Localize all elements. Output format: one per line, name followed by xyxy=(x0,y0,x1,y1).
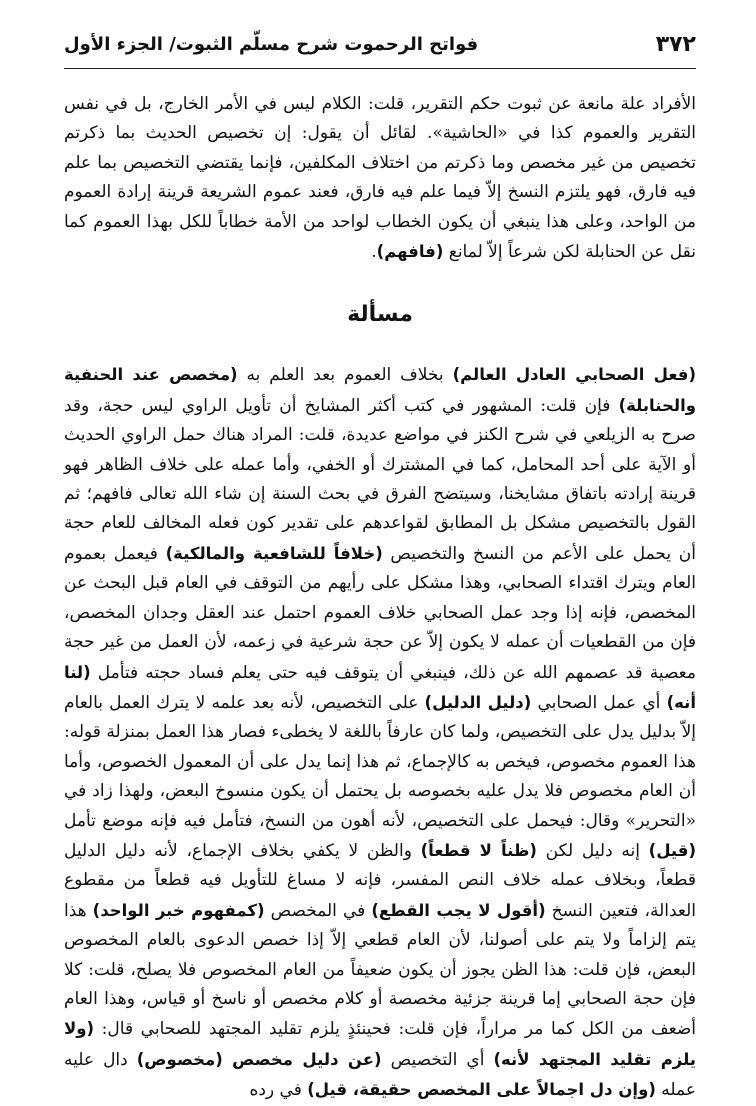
header-rule xyxy=(64,68,696,69)
matn-text: (دليل الدليل) xyxy=(424,692,532,712)
matn-text: (ظناً لا قطعاً) xyxy=(420,840,537,860)
paragraph-issue xyxy=(64,360,696,1105)
sharh-text: في المخصص xyxy=(264,900,372,921)
sharh-text: أي عمل الصحابي xyxy=(531,692,667,713)
sharh-text: . xyxy=(371,242,377,263)
matn-text: (فافهم) xyxy=(376,242,444,262)
sharh-text: على التخصيص، لأنه بعد علمه لا يترك العمل بالعام إلاّ بدليل يدل على التخصيص، ولما كان عارفاً باللغة لا يخطىء فصار هذا العمل بمنزلة قوله: هذا العموم مخصوص، فيخص به كالإجماع، ثم هذا إنما يدل على أن المعمول الخصوص، وأما أن العام مخصوص فلا يدل عليه بخصوصه بل يحتمل أن يكون منسوخ البعض، ولهذا زاد في «التحرير» وقال: فيحمل على التخصيص، لأنه أهون من النسخ، فتأمل فيه فإنه موضع تأمل xyxy=(64,692,696,831)
matn-text: (أقول لا يجب القطع) xyxy=(371,900,546,920)
matn-text: (وإن دل اجمالاً على المخصص حقيقة، قيل) xyxy=(307,1080,656,1100)
matn-text: (قيل) xyxy=(648,840,697,860)
page-number: ٣٧٢ xyxy=(655,32,696,57)
matn-text: (مخصص عند الحنفية والحنابلة) xyxy=(64,365,696,415)
sharh-text: إنه دليل لكن xyxy=(536,840,649,861)
sharh-text: دال عليه عمله xyxy=(64,1049,696,1101)
matn-text: (لنا أنه) xyxy=(64,662,696,712)
sharh-text: والظن لا يكفي بخلاف الإجماع، لأنه دليل الدليل قطعاً، وبخلاف عمله خلاف النص المفسر، فإنه لا مساغ للتأويل فيه قطعاً من مقطوع العدالة، فتعين النسخ xyxy=(64,840,696,921)
section-heading: مسألة xyxy=(347,302,413,328)
sharh-text: هذا يتم إلزاماً ولا يتم على أصولنا، لأن العام قطعي إلاّ إذا خصص الدعوى بالعام المخصوص البعض، فإن قلت: هذا الظن يجوز أن يكون ضعيفاً من العام المخصوص فلا يصلح، قلت: كلا فإن حجة الصحابي إما قرينة جزئية مخصصة أو كلام مخصص أو ناسخ أو قياس، وهذا العام أضعف من الكل كما مر مراراً، فإن قلت: فحينئذٍ يلزم تقليد المجتهد للصحابي قال: xyxy=(64,900,696,1040)
page-header xyxy=(64,30,696,70)
running-title: فواتح الرحموت شرح مسلّم الثبوت/ الجزء الأول xyxy=(64,34,479,55)
matn-text: (كمفهوم خبر الواحد) xyxy=(92,900,265,920)
matn-text: (خلافاً للشافعية والمالكية) xyxy=(165,543,383,563)
sharh-text: فإن قلت: المشهور في كتب أكثر المشايخ أن تأويل الراوي ليس حجة، وقد صرح به الزيلعي في شرح الكنز في مواضع عديدة، قلت: المراد هناك حمل الراوي الحديث أو الآية على أحد المحامل، كما في المشترك أو الخفي، وأما عمله على خلاف الظاهر فهو قرينة إرادته باتفاق مشايخنا، وسيتضح الفرق في بحث السنة إن شاء الله تعالى فافهم؛ ثم القول بالتخصيص مشكل بل المطابق لقواعدهم على تقدير كون فعله المخالف للعام حجة أن يحمل على الأعم من النسخ والتخصيص xyxy=(64,395,696,564)
sharh-text: فيعمل بعموم العام ويترك اقتداء الصحابي، وهذا مشكل على رأيهم من التوقف في العام قبل البحث عن المخصص، فإنه إذا وجد عمل الصحابي خلاف العموم احتمل عند العقل وجدان المخصص، فإن من القطعيات أن عمله لا يكون إلاّ عن حجة شرعية في زعمه، لأن العمل من غير حجة معصية قد عصمهم الله عن ذلك، فينبغي أن يتوقف فيه حتى يعلم فساد حجته فتأمل xyxy=(64,543,696,683)
matn-text: (ولا يلزم تقليد المجتهد لأنه) xyxy=(64,1019,697,1069)
matn-text: (عن دليل مخصص (مخصوص) xyxy=(136,1049,382,1069)
matn-text: (فعل الصحابي العادل العالم) xyxy=(452,365,696,385)
sharh-text: في رده xyxy=(249,1080,308,1101)
paragraph-continuation xyxy=(64,90,696,267)
sharh-text: الأفراد علة مانعة عن ثبوت حكم التقرير، قلت: الكلام ليس في الأمر الخارج، بل في نفس التقرير والعموم كذا في «الحاشية». لقائل أن يقول: إن تخصيص الحديث بما ذكرتم تخصيص من غير مخصص وما ذكرتم من اختلاف المكلفين، فإنما يقتضي التخصيص بما علم فيه فارق، فهو يلتزم النسخ إلاّ فيما علم فيه فارق، فعند عموم الشريعة قرينة إرادة العموم من الواحد، وعلى هذا ينبغي أن يكون الخطاب لواحد من الأمة خطاباً للكل بهذا العموم كما نقل عن الحنابلة لكن شرعاً إلاّ لمانع xyxy=(64,94,696,263)
sharh-text: أي التخصيص xyxy=(381,1049,494,1070)
page-body xyxy=(64,90,696,1106)
sharh-text: بخلاف العموم بعد العلم به xyxy=(237,365,453,386)
